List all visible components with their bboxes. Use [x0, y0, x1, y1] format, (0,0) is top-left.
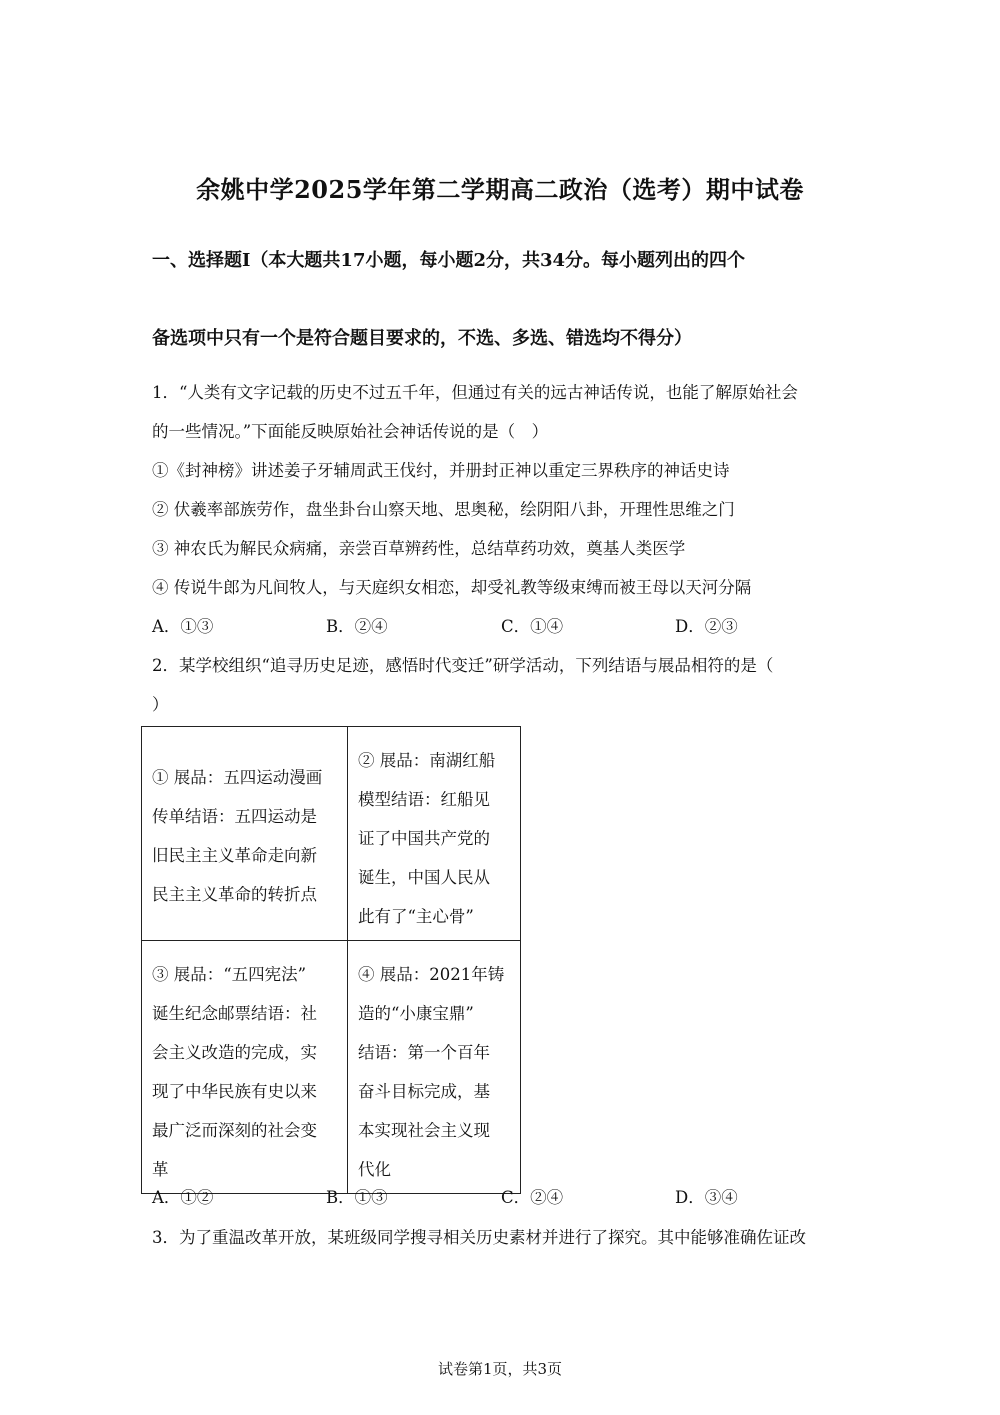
- q2-cell-1: [142, 727, 348, 941]
- q2-cell-1-line: 民主主义革命的转折点: [152, 884, 317, 904]
- q2-cell-3-line: 最广泛而深刻的社会变: [152, 1121, 317, 1140]
- q2-cell-4-line: 造的“小康宝鼎”: [358, 1004, 474, 1023]
- q2-option-a[interactable]: A．①②: [152, 1188, 214, 1207]
- q2-cell-4-line: 代化: [358, 1160, 391, 1179]
- q1-option-c[interactable]: C．①④: [501, 617, 564, 636]
- q2-cell-3-line: 现了中华民族有史以来: [152, 1082, 317, 1101]
- q1-option-b[interactable]: B．②④: [326, 617, 388, 636]
- q2-cell-1-line: 旧民主主义革命走向新: [152, 845, 317, 865]
- page-footer: 试卷第1页，共3页: [437, 1360, 563, 1378]
- q2-cell-3-line: ③ 展品：“五四宪法”: [152, 965, 307, 984]
- q2-cell-2-line: 证了中国共产党的: [358, 829, 490, 848]
- q2-cell-2-line: ② 展品：南湖红船: [358, 751, 496, 770]
- q2-option-b[interactable]: B．①③: [326, 1188, 388, 1207]
- q1-item-2: ② 伏羲率部族劳作，盘坐卦台山察天地、思奥秘，绘阴阳八卦，开理性思维之门: [152, 500, 735, 519]
- page-title: 余姚中学2025学年第二学期高二政治（选考）期中试卷: [196, 175, 804, 204]
- q2-stem-line-1: 2．某学校组织“追寻历史足迹，感悟时代变迁”研学活动，下列结语与展品相符的是（: [152, 656, 774, 675]
- q1-stem-line-2: 的一些情况。”下面能反映原始社会神话传说的是（ ）: [152, 422, 549, 441]
- q2-cell-1-line: ① 展品：五四运动漫画: [152, 767, 323, 787]
- q2-cell-3-line: 革: [152, 1160, 169, 1179]
- q2-exhibit-table: [141, 726, 521, 1194]
- q2-cell-2-line: 诞生，中国人民从: [358, 868, 490, 887]
- q2-cell-2-line: 模型结语：红船见: [358, 790, 490, 809]
- q1-item-3: ③ 神农氏为解民众病痛，亲尝百草辨药性，总结草药功效，奠基人类医学: [152, 539, 686, 558]
- q2-option-c[interactable]: C．②④: [501, 1188, 564, 1207]
- q2-cell-4-line: 本实现社会主义现: [358, 1121, 490, 1140]
- q1-stem-line-1: 1．“人类有文字记载的历史不过五千年，但通过有关的远古神话传说，也能了解原始社会: [152, 383, 798, 402]
- section-heading-line-2: 备选项中只有一个是符合题目要求的，不选、多选、错选均不得分）: [152, 328, 692, 349]
- q2-cell-4: [348, 941, 521, 1194]
- q2-stem-line-2: ）: [152, 695, 169, 714]
- q2-cell-1-line: 传单结语：五四运动是: [152, 806, 317, 826]
- q1-option-d[interactable]: D．②③: [675, 617, 738, 636]
- q2-cell-3: [142, 941, 348, 1194]
- q3-stem-line-1: 3．为了重温改革开放，某班级同学搜寻相关历史素材并进行了探究。其中能够准确佐证改: [152, 1228, 806, 1247]
- q2-cell-2-line: 此有了“主心骨”: [358, 907, 474, 926]
- q2-cell-2: [348, 727, 521, 941]
- q1-item-4: ④ 传说牛郎为凡间牧人，与天庭织女相恋，却受礼教等级束缚而被王母以天河分隔: [152, 578, 752, 597]
- q1-option-a[interactable]: A．①③: [152, 617, 214, 636]
- q2-cell-3-line: 诞生纪念邮票结语：社: [152, 1004, 317, 1023]
- section-heading-line-1: 一、选择题Ⅰ（本大题共17小题，每小题2分，共34分。每小题列出的四个: [152, 250, 746, 271]
- q2-cell-4-line: 结语：第一个百年: [358, 1043, 490, 1062]
- q1-item-1: ①《封神榜》讲述姜子牙辅周武王伐纣，并册封正神以重定三界秩序的神话史诗: [152, 461, 730, 480]
- q2-cell-4-line: 奋斗目标完成，基: [358, 1082, 490, 1101]
- q2-cell-4-line: ④ 展品：2021年铸: [358, 965, 505, 984]
- q2-option-d[interactable]: D．③④: [675, 1188, 738, 1207]
- q2-cell-3-line: 会主义改造的完成，实: [152, 1043, 317, 1062]
